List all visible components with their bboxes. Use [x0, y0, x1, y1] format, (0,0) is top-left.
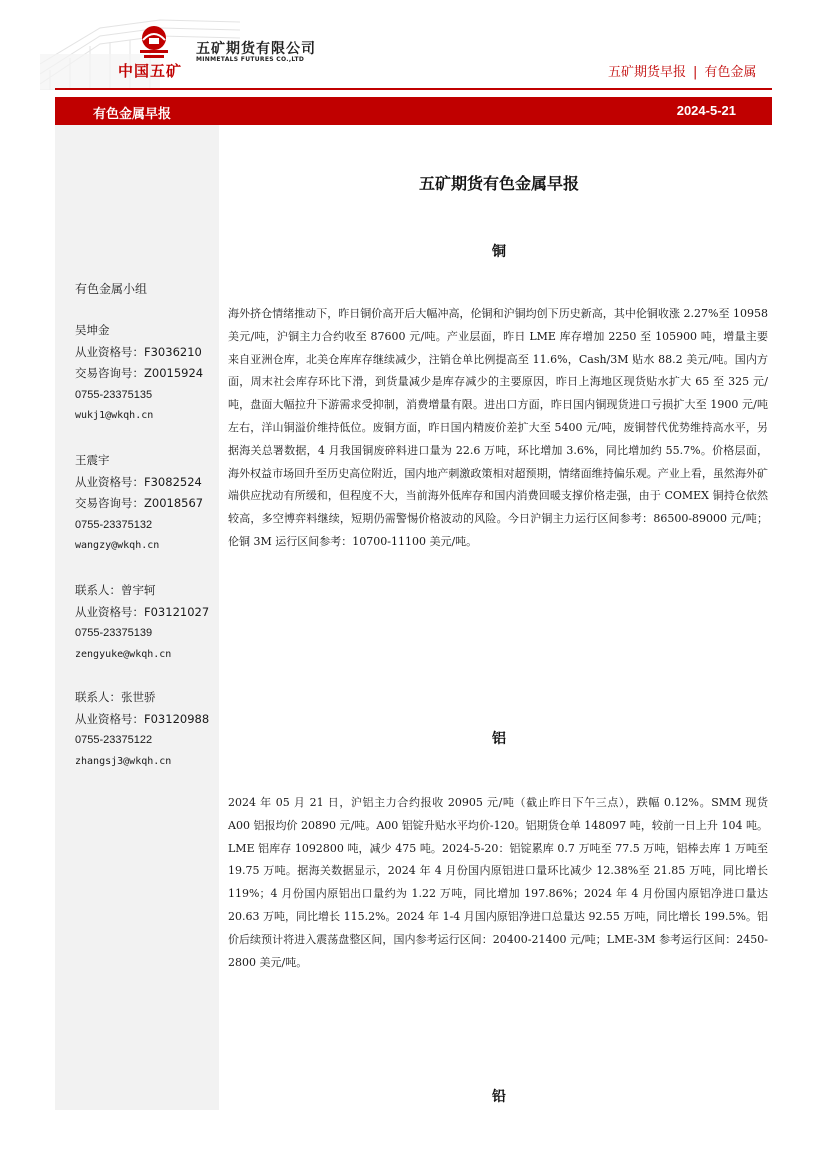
section-heading-copper: 铜 — [492, 244, 506, 260]
contact-email[interactable]: zhangsj3@wkqh.cn — [75, 755, 172, 767]
section-body-aluminum: 2024 年 05 月 21 日，沪铝主力合约报收 20905 元/吨（截止昨日下午三点），跌幅 0.12%。SMM 现货 A00 铝报均价 20890 元/吨。A00 铝锭升贴水平均价-120。铝期货仓单 148097 吨，较前一日上升 104 吨。LME 铝库存 1092800 吨，减少 475 吨。2024-5-20：铝锭累库 0.7 万吨至 77.5 万吨，铝棒去库 1 万吨至 19.75 万吨。据海关数据显示，2024 年 4 月份国内原铝进口量环比减少 12.38%至 21.85 万吨，同比增长 119%；4 月份国内原铝出口量约为 1.22 万吨，同比增加 197.86%；2024 年 4 月份国内原铝净进口量达 20.63 万吨，同比增长 115.2%。2024 年 1-4 月国内原铝净进口总量达 92.55 万吨，同比增长 199.5%。铝价后续预计将进入震荡盘整区间，国内参考运行区间：20400-21400 元/吨；LME-3M 参考运行区间：2450-2800 美元/吨。 — [228, 796, 768, 969]
document-title: 五矿期货有色金属早报 — [418, 174, 579, 193]
contact-card — [75, 320, 225, 428]
company-name-en: MINMETALS FUTURES CO.,LTD — [196, 56, 305, 63]
title-bar — [55, 97, 772, 125]
contact-consult-number: 交易咨询号：Z0018567 — [75, 496, 204, 510]
title-bar-label: 有色金属早报 — [93, 107, 172, 122]
contact-phone: 0755-23375132 — [75, 518, 153, 531]
contact-phone: 0755-23375139 — [75, 627, 153, 639]
report-category: 有色金属 — [704, 65, 757, 80]
section-heading-aluminum: 铝 — [492, 731, 506, 747]
section-body-copper: 海外挤仓情绪推动下，昨日铜价高开后大幅冲高，伦铜和沪铜均创下历史新高，其中伦铜收涨 2.27%至 10958 美元/吨，沪铜主力合约收至 87600 元/吨。产业层面，昨日 LME 库存增加 2250 至 105900 吨，增量主要来自亚洲仓库，北美仓库库存继续减少，注销仓单比例提高至 11.6%，Cash/3M 贴水 88.2 美元/吨。国内方面，周末社会库存环比下滑，到货量减少是库存减少的主要原因，昨日上海地区现货贴水扩大 65 至 325 元/吨，盘面大幅拉升下游需求受抑制，消费增量有限。进出口方面，昨日国内铜现货进口亏损扩大至 1900 元/吨左右，洋山铜溢价维持低位。废铜方面，昨日国内精废价差扩大至 5400 元/吨，废铜替代优势维持高水平，另据海关总署数据，4 月我国铜废碎料进口量为 22.6 万吨，环比增加 3.6%，同比增加约 55.7%。价格层面，海外权益市场回升至历史高位附近，国内地产刺激政策相对超预期，情绪面维持偏乐观。产业上看，虽然海外矿端供应扰动有所缓和，但程度不大，当前海外低库存和国内消费回暖支撑价格走强，由于 COMEX 铜持仓依然较高，多空博弈料继续，短期仍需警惕价格波动的风险。今日沪铜主力运行区间参考：86500-89000 元/吨；伦铜 3M 运行区间参考：10700-11100 美元/吨。 — [228, 307, 768, 548]
header-divider — [55, 88, 772, 90]
logo-text: 中国五矿 — [118, 62, 183, 80]
contact-consult-number: 交易咨询号：Z0015924 — [75, 366, 204, 380]
contact-name: 王震宇 — [75, 453, 110, 467]
contact-email[interactable]: zengyuke@wkqh.cn — [75, 648, 172, 660]
contact-sidebar — [55, 125, 219, 1110]
contact-card — [75, 580, 225, 666]
contact-license: 从业资格号：F3036210 — [75, 344, 202, 359]
section-heading-lead: 铅 — [492, 1089, 506, 1105]
header-report-label — [608, 61, 756, 80]
minmetals-logo-icon — [134, 24, 174, 60]
page-header — [0, 0, 826, 92]
report-date: 2024-5-21 — [676, 103, 736, 118]
report-name: 五矿期货早报 — [608, 65, 687, 80]
contact-license: 从业资格号：F03120988 — [75, 711, 210, 726]
contact-name: 联系人：曾宇轲 — [75, 583, 156, 597]
contact-email[interactable]: wukj1@wkqh.cn — [75, 410, 154, 421]
contact-license: 从业资格号：F03121027 — [75, 604, 210, 619]
contact-card — [75, 687, 225, 773]
contact-name: 吴坤金 — [75, 323, 110, 337]
contact-card — [75, 450, 225, 558]
contact-name: 联系人：张世骄 — [75, 690, 156, 704]
team-title: 有色金属小组 — [75, 282, 148, 296]
header-separator: | — [693, 65, 698, 80]
contact-phone: 0755-23375135 — [75, 388, 153, 401]
contact-email[interactable]: wangzy@wkqh.cn — [75, 540, 160, 551]
company-name-cn: 五矿期货有限公司 — [196, 41, 316, 57]
contact-phone: 0755-23375122 — [75, 734, 153, 746]
contact-license: 从业资格号：F3082524 — [75, 474, 202, 489]
